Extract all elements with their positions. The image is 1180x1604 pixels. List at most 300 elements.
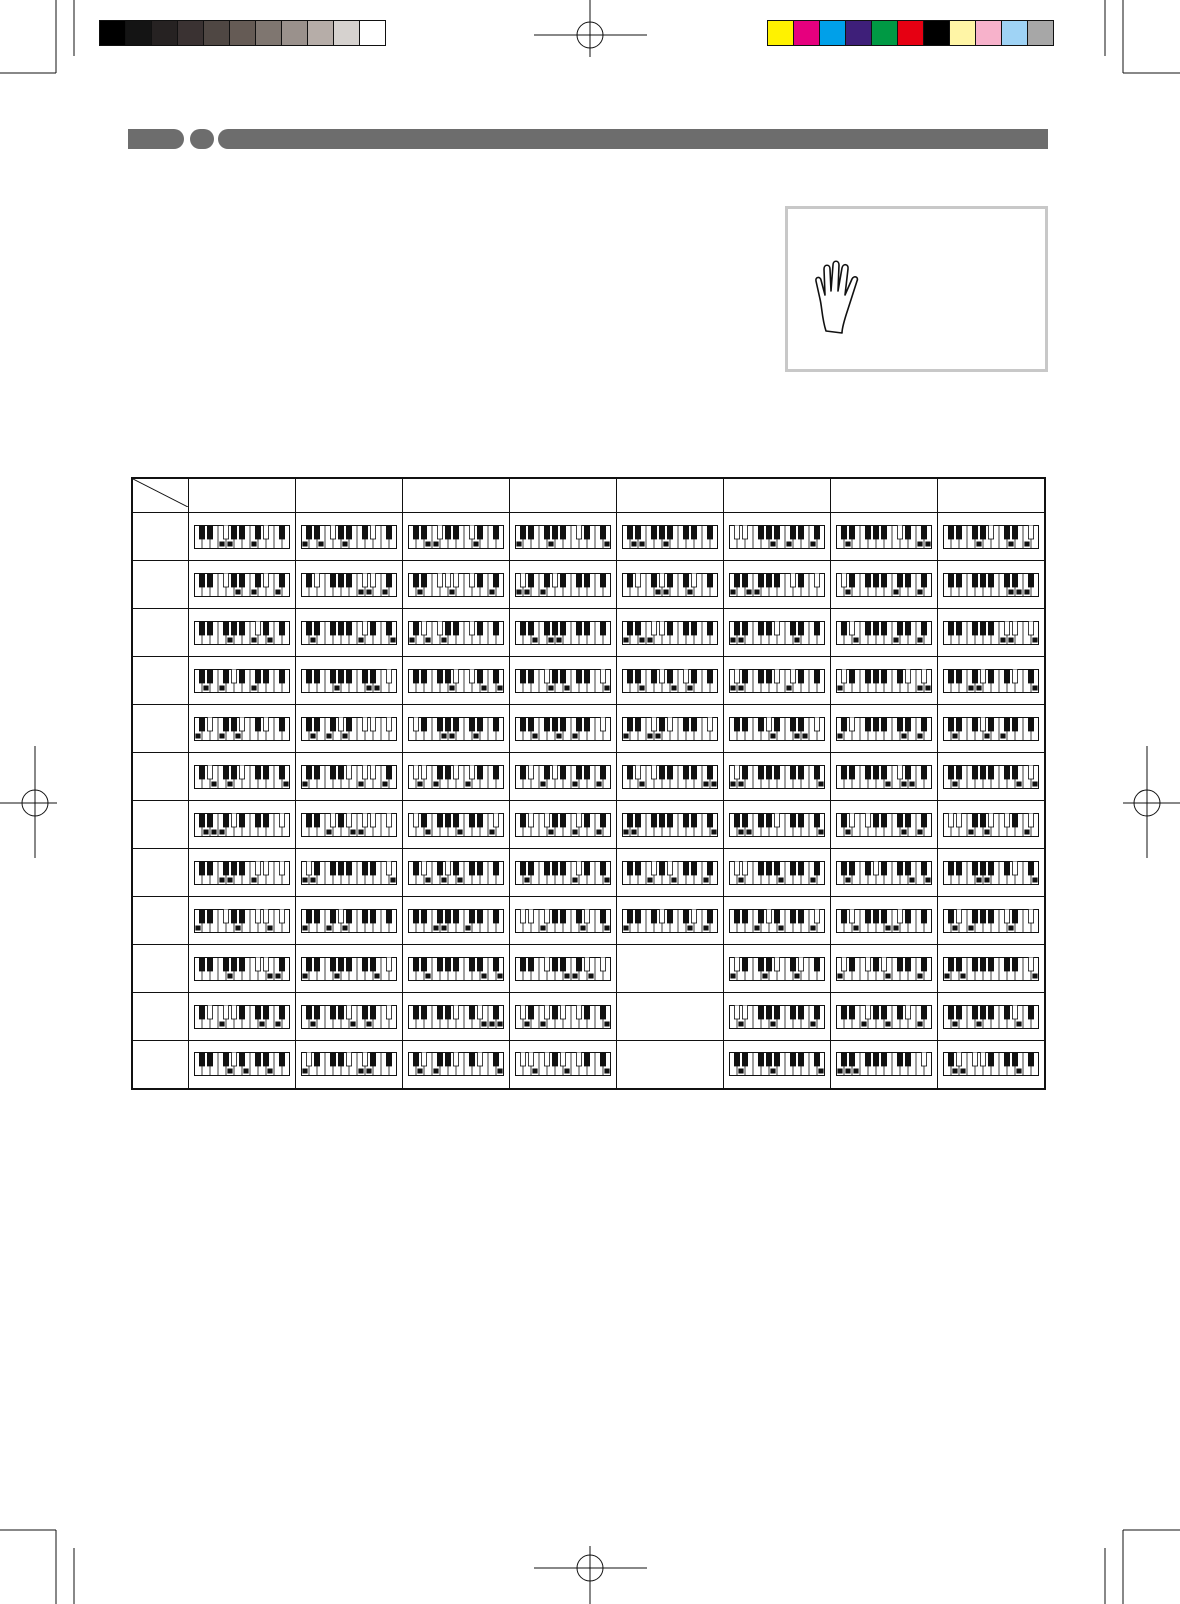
black-key <box>790 717 795 731</box>
pressed-key-marker <box>623 925 628 930</box>
keyboard-diagram <box>408 861 504 885</box>
black-key <box>659 717 664 731</box>
pressed-key-marker <box>481 1021 486 1026</box>
black-key <box>560 525 565 539</box>
black-key <box>330 1005 335 1019</box>
black-key <box>707 909 712 923</box>
row-header <box>132 897 189 945</box>
pressed-key-marker <box>738 1069 743 1074</box>
black-key <box>263 621 268 635</box>
pressed-key-marker <box>302 877 307 882</box>
black-key <box>667 525 672 539</box>
black-key <box>948 1005 953 1019</box>
black-key <box>544 861 549 875</box>
black-key <box>413 573 418 587</box>
pressed-black-key <box>691 909 696 923</box>
black-key <box>865 861 870 875</box>
black-key <box>667 909 672 923</box>
keyboard-diagram <box>943 813 1039 837</box>
black-key <box>493 909 498 923</box>
black-key <box>437 861 442 875</box>
color-swatch <box>845 20 872 46</box>
black-key <box>306 1005 311 1019</box>
table-header-row <box>132 478 1045 513</box>
pressed-key-marker <box>588 973 593 978</box>
header-bar <box>218 129 1048 149</box>
black-key <box>346 621 351 635</box>
pressed-black-key <box>223 573 228 587</box>
keyboard-diagram <box>622 909 718 933</box>
keyboard-diagram <box>194 909 290 933</box>
black-key <box>314 909 319 923</box>
pressed-key-marker <box>251 637 256 642</box>
black-key <box>766 1005 771 1019</box>
pressed-key-marker <box>310 877 315 882</box>
black-key <box>493 861 498 875</box>
black-key <box>544 573 549 587</box>
chord-cell <box>189 753 296 801</box>
pressed-black-key <box>528 1052 533 1066</box>
black-key <box>635 861 640 875</box>
black-key <box>814 669 819 683</box>
keyboard-diagram <box>622 573 718 597</box>
black-key <box>814 525 819 539</box>
black-key <box>362 861 367 875</box>
keyboard-diagram <box>515 717 611 741</box>
black-key <box>362 957 367 971</box>
chord-cell <box>296 993 403 1041</box>
black-key <box>386 765 391 779</box>
pressed-key-marker <box>441 925 446 930</box>
black-key <box>897 717 902 731</box>
black-key <box>477 621 482 635</box>
black-key <box>865 621 870 635</box>
black-key <box>239 861 244 875</box>
black-key <box>493 525 498 539</box>
black-key <box>972 669 977 683</box>
black-key <box>948 957 953 971</box>
black-key <box>469 813 474 827</box>
pressed-key-marker <box>818 781 823 786</box>
pressed-key-marker <box>770 733 775 738</box>
black-key <box>766 525 771 539</box>
black-key <box>742 573 747 587</box>
black-key <box>980 957 985 971</box>
chord-cell <box>296 561 403 609</box>
black-key <box>948 1052 953 1066</box>
black-key <box>477 717 482 731</box>
chord-cell <box>724 609 831 657</box>
pressed-key-marker <box>738 781 743 786</box>
pressed-black-key <box>576 813 581 827</box>
pressed-key-marker <box>556 733 561 738</box>
keyboard-diagram <box>515 525 611 549</box>
pressed-key-marker <box>219 877 224 882</box>
pressed-key-marker <box>596 829 601 834</box>
pressed-black-key <box>742 525 747 539</box>
pressed-key-marker <box>968 925 973 930</box>
chord-cell <box>938 801 1046 849</box>
black-key <box>362 669 367 683</box>
black-key <box>528 861 533 875</box>
black-key <box>338 525 343 539</box>
black-key <box>972 525 977 539</box>
black-key <box>520 813 525 827</box>
pressed-key-marker <box>267 1069 272 1074</box>
row-header <box>132 705 189 753</box>
black-key <box>453 957 458 971</box>
pressed-black-key <box>453 765 458 779</box>
pressed-key-marker <box>1008 541 1013 546</box>
chord-cell <box>617 753 724 801</box>
black-key <box>600 765 605 779</box>
black-key <box>263 813 268 827</box>
pressed-key-marker <box>564 1069 569 1074</box>
black-key <box>231 621 236 635</box>
black-key <box>956 717 961 731</box>
pressed-key-marker <box>810 877 815 882</box>
keyboard-diagram <box>729 909 825 933</box>
pressed-black-key <box>1004 621 1009 635</box>
chord-cell <box>617 561 724 609</box>
gray-swatch <box>333 20 360 46</box>
black-key <box>421 669 426 683</box>
pressed-key-marker <box>853 637 858 642</box>
black-key <box>314 813 319 827</box>
black-key <box>627 573 632 587</box>
pressed-key-marker <box>623 637 628 642</box>
black-key <box>386 573 391 587</box>
pressed-black-key <box>528 813 533 827</box>
black-key <box>865 669 870 683</box>
color-swatch <box>897 20 924 46</box>
pressed-key-marker <box>251 589 256 594</box>
pressed-black-key <box>279 861 284 875</box>
black-key <box>453 813 458 827</box>
pressed-black-key <box>386 861 391 875</box>
black-key <box>314 669 319 683</box>
pressed-black-key <box>897 909 902 923</box>
pressed-black-key <box>362 1052 367 1066</box>
pressed-key-marker <box>433 541 438 546</box>
black-key <box>798 1052 803 1066</box>
black-key <box>231 957 236 971</box>
pressed-black-key <box>314 573 319 587</box>
pressed-key-marker <box>564 685 569 690</box>
keyboard-diagram <box>408 573 504 597</box>
black-key <box>873 813 878 827</box>
pressed-key-marker <box>1016 781 1021 786</box>
pressed-key-marker <box>524 1021 529 1026</box>
pressed-key-marker <box>433 925 438 930</box>
pressed-black-key <box>956 813 961 827</box>
black-key <box>330 1052 335 1066</box>
black-key <box>897 573 902 587</box>
black-key <box>814 861 819 875</box>
keyboard-diagram <box>943 669 1039 693</box>
black-key <box>207 861 212 875</box>
chord-cell <box>617 801 724 849</box>
pressed-black-key <box>346 1052 351 1066</box>
black-key <box>231 861 236 875</box>
pressed-key-marker <box>604 925 609 930</box>
black-key <box>873 909 878 923</box>
black-key <box>223 717 228 731</box>
black-key <box>362 909 367 923</box>
black-key <box>1028 861 1033 875</box>
pressed-black-key <box>306 1052 311 1066</box>
black-key <box>798 1005 803 1019</box>
black-key <box>956 957 961 971</box>
pressed-black-key <box>544 813 549 827</box>
column-header <box>403 478 510 513</box>
black-key <box>279 717 284 731</box>
black-key <box>560 717 565 731</box>
black-key <box>576 957 581 971</box>
chord-cell <box>724 561 831 609</box>
black-key <box>1012 765 1017 779</box>
black-key <box>314 1052 319 1066</box>
keyboard-diagram <box>729 813 825 837</box>
row-header <box>132 993 189 1041</box>
pressed-key-marker <box>267 973 272 978</box>
black-key <box>370 1052 375 1066</box>
pressed-black-key <box>544 957 549 971</box>
pressed-black-key <box>338 717 343 731</box>
keyboard-diagram <box>408 1005 504 1029</box>
chord-cell <box>938 753 1046 801</box>
black-key <box>477 957 482 971</box>
black-key <box>314 1005 319 1019</box>
chord-cell <box>617 993 724 1041</box>
pressed-key-marker <box>917 589 922 594</box>
pressed-key-marker <box>786 541 791 546</box>
pressed-black-key <box>370 765 375 779</box>
black-key <box>873 573 878 587</box>
black-key <box>560 909 565 923</box>
black-key <box>552 813 557 827</box>
hand-icon <box>812 259 882 339</box>
black-key <box>223 813 228 827</box>
black-key <box>948 525 953 539</box>
pressed-black-key <box>1012 1005 1017 1019</box>
black-key <box>207 621 212 635</box>
pressed-black-key <box>742 1005 747 1019</box>
gray-swatch <box>359 20 386 46</box>
chord-cell <box>296 609 403 657</box>
black-key <box>544 525 549 539</box>
chord-cell <box>403 657 510 705</box>
black-key <box>972 957 977 971</box>
black-key <box>841 909 846 923</box>
black-key <box>421 813 426 827</box>
pressed-black-key <box>445 861 450 875</box>
black-key <box>881 1005 886 1019</box>
black-key <box>477 669 482 683</box>
black-key <box>1012 717 1017 731</box>
pressed-key-marker <box>703 877 708 882</box>
black-key <box>881 573 886 587</box>
pressed-key-marker <box>802 733 807 738</box>
black-key <box>493 957 498 971</box>
pressed-key-marker <box>671 877 676 882</box>
black-key <box>881 813 886 827</box>
pressed-key-marker <box>227 877 232 882</box>
pressed-black-key <box>584 909 589 923</box>
black-key <box>528 669 533 683</box>
pressed-key-marker <box>302 1069 307 1074</box>
pressed-key-marker <box>1032 781 1037 786</box>
chord-cell <box>831 657 938 705</box>
pressed-key-marker <box>409 637 414 642</box>
black-key <box>758 957 763 971</box>
black-key <box>346 861 351 875</box>
black-key <box>980 813 985 827</box>
pressed-black-key <box>790 573 795 587</box>
pressed-black-key <box>841 669 846 683</box>
pressed-key-marker <box>350 1021 355 1026</box>
pressed-key-marker <box>465 925 470 930</box>
black-key <box>199 717 204 731</box>
black-key <box>520 669 525 683</box>
pressed-key-marker <box>837 685 842 690</box>
black-key <box>758 717 763 731</box>
note-box <box>785 206 1048 372</box>
black-key <box>980 525 985 539</box>
pressed-key-marker <box>473 733 478 738</box>
pressed-key-marker <box>572 733 577 738</box>
pressed-black-key <box>386 813 391 827</box>
pressed-black-key <box>493 813 498 827</box>
black-key <box>790 861 795 875</box>
pressed-key-marker <box>481 973 486 978</box>
pressed-black-key <box>469 621 474 635</box>
pressed-key-marker <box>770 1069 775 1074</box>
pressed-key-marker <box>481 685 486 690</box>
pressed-key-marker <box>374 973 379 978</box>
pressed-black-key <box>231 813 236 827</box>
pressed-key-marker <box>639 781 644 786</box>
pressed-key-marker <box>548 637 553 642</box>
pressed-key-marker <box>885 781 890 786</box>
table-row <box>132 753 1045 801</box>
keyboard-diagram <box>943 525 1039 549</box>
chord-cell <box>189 1041 296 1089</box>
black-key <box>774 717 779 731</box>
pressed-key-marker <box>1008 589 1013 594</box>
black-key <box>766 621 771 635</box>
black-key <box>841 1052 846 1066</box>
black-key <box>921 909 926 923</box>
chord-cell <box>510 657 617 705</box>
black-key <box>921 573 926 587</box>
chord-cell <box>938 1041 1046 1089</box>
black-key <box>386 621 391 635</box>
black-key <box>314 525 319 539</box>
pressed-black-key <box>306 861 311 875</box>
pressed-key-marker <box>358 829 363 834</box>
pressed-key-marker <box>382 589 387 594</box>
pressed-key-marker <box>837 973 842 978</box>
black-key <box>798 813 803 827</box>
pressed-key-marker <box>810 1021 815 1026</box>
black-key <box>742 765 747 779</box>
black-key <box>370 861 375 875</box>
black-key <box>520 525 525 539</box>
black-key <box>477 861 482 875</box>
chord-cell <box>724 945 831 993</box>
chord-cell <box>724 657 831 705</box>
black-key <box>758 813 763 827</box>
black-key <box>1004 765 1009 779</box>
chord-cell <box>403 705 510 753</box>
black-key <box>659 765 664 779</box>
black-key <box>445 1005 450 1019</box>
black-key <box>469 1052 474 1066</box>
pressed-key-marker <box>976 1021 981 1026</box>
pressed-black-key <box>734 861 739 875</box>
pressed-key-marker <box>532 637 537 642</box>
black-key <box>635 621 640 635</box>
pressed-key-marker <box>663 589 668 594</box>
gray-swatch <box>203 20 230 46</box>
pressed-key-marker <box>703 925 708 930</box>
black-key <box>552 957 557 971</box>
pressed-black-key <box>437 525 442 539</box>
keyboard-diagram <box>194 813 290 837</box>
black-key <box>841 717 846 731</box>
chord-cell <box>296 849 403 897</box>
keyboard-diagram <box>301 573 397 597</box>
black-key <box>814 1005 819 1019</box>
black-key <box>493 621 498 635</box>
black-key <box>790 909 795 923</box>
keyboard-diagram <box>408 909 504 933</box>
black-key <box>921 621 926 635</box>
keyboard-diagram <box>194 573 290 597</box>
black-key <box>734 717 739 731</box>
black-key <box>758 669 763 683</box>
black-key <box>346 525 351 539</box>
black-key <box>905 1052 910 1066</box>
pressed-black-key <box>849 717 854 731</box>
pressed-key-marker <box>917 541 922 546</box>
pressed-black-key <box>600 669 605 683</box>
pressed-key-marker <box>259 1021 264 1026</box>
black-key <box>865 1052 870 1066</box>
black-key <box>814 957 819 971</box>
pressed-black-key <box>873 861 878 875</box>
pressed-black-key <box>421 621 426 635</box>
pressed-key-marker <box>540 589 545 594</box>
black-key <box>921 957 926 971</box>
black-key <box>635 813 640 827</box>
pressed-key-marker <box>342 925 347 930</box>
pressed-black-key <box>841 957 846 971</box>
pressed-key-marker <box>275 973 280 978</box>
pressed-black-key <box>544 909 549 923</box>
pressed-black-key <box>849 813 854 827</box>
pressed-black-key <box>370 717 375 731</box>
table-row <box>132 945 1045 993</box>
black-key <box>683 717 688 731</box>
black-key <box>774 525 779 539</box>
black-key <box>766 861 771 875</box>
black-key <box>849 861 854 875</box>
black-key <box>1012 957 1017 971</box>
pressed-black-key <box>766 909 771 923</box>
pressed-key-marker <box>1016 1021 1021 1026</box>
